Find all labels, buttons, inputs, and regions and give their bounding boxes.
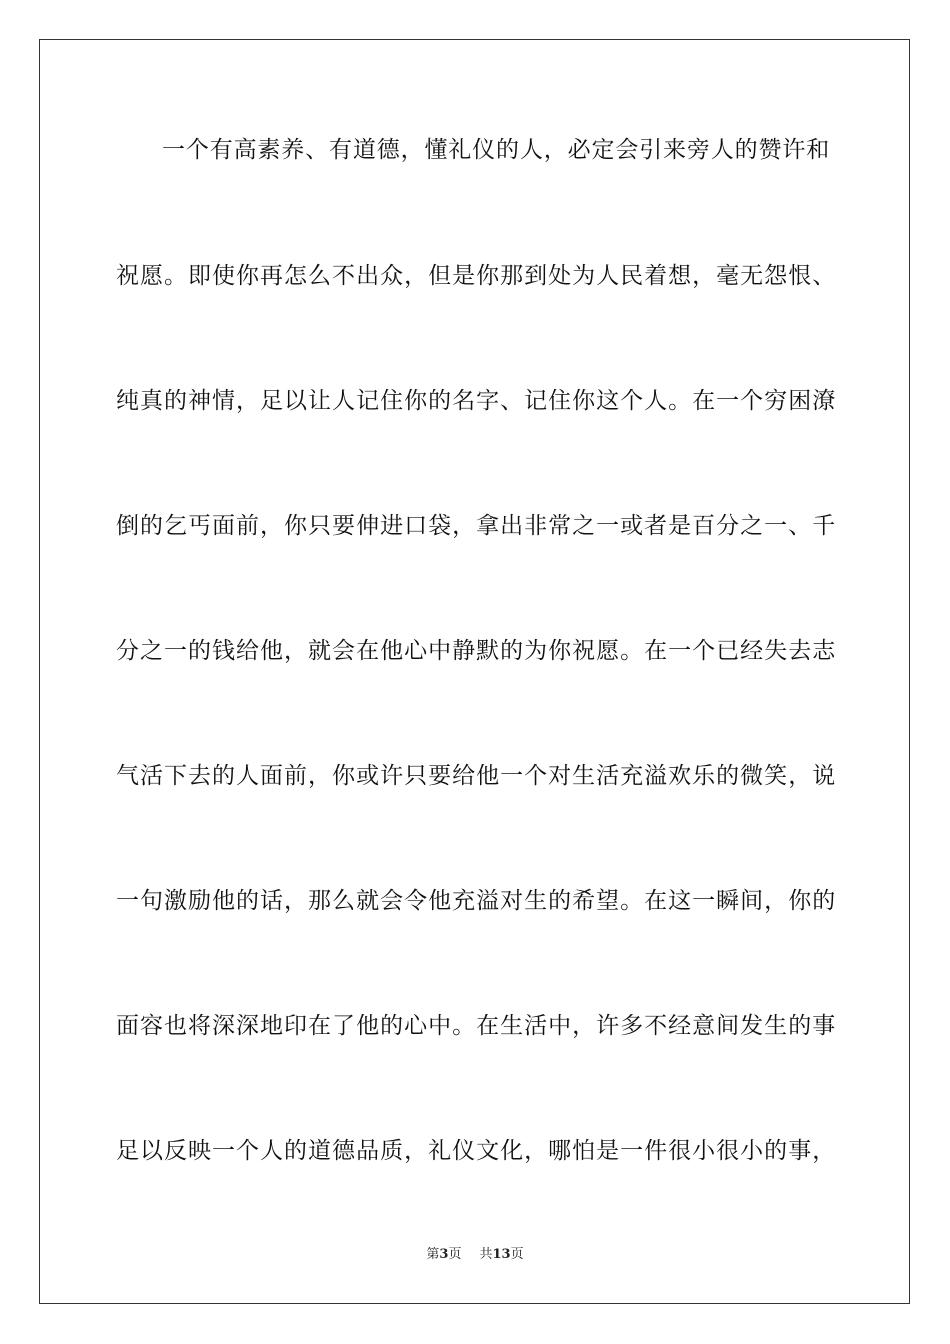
paragraph-line: 倒的乞丐面前，你只要伸进口袋，拿出非常之一或者是百分之一、千 — [116, 513, 836, 539]
page-number: 第3页 — [426, 1247, 462, 1262]
paragraph-line: 分之一的钱给他，就会在他心中静默的为你祝愿。在一个已经失去志 — [116, 638, 836, 664]
paragraph-line: 一个有高素养、有道德，懂礼仪的人，必定会引来旁人的赞许和 — [162, 137, 830, 163]
paragraph-line: 气活下去的人面前，你或许只要给他一个对生活充溢欢乐的微笑，说 — [116, 763, 836, 789]
paragraph-line: 祝愿。即使你再怎么不出众，但是你那到处为人民着想，毫无怨恨、 — [116, 263, 836, 289]
paragraph-line: 一句激励他的话，那么就会令他充溢对生的希望。在这一瞬间，你的 — [116, 888, 836, 914]
total-pages: 共13页 — [479, 1247, 524, 1262]
paragraph-line: 面容也将深深地印在了他的心中。在生活中，许多不经意间发生的事 — [116, 1013, 836, 1039]
paragraph-line: 纯真的神情，足以让人记住你的名字、记住你这个人。在一个穷困潦 — [116, 388, 836, 414]
paragraph-line: 足以反映一个人的道德品质，礼仪文化，哪怕是一件很小很小的事， — [116, 1138, 836, 1164]
page-border — [39, 39, 910, 1304]
page-footer — [0, 1246, 950, 1264]
